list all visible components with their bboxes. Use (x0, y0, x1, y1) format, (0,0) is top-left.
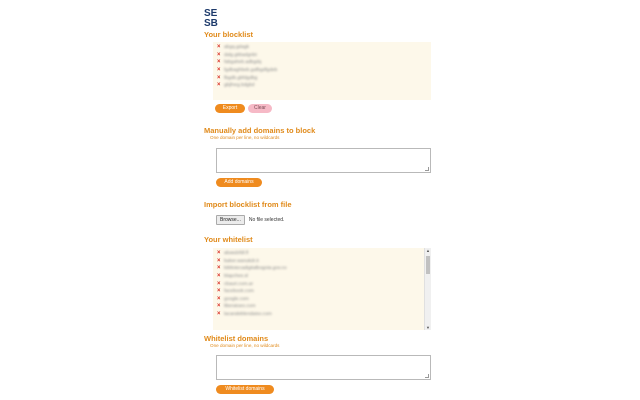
domain-label: abasdzfdl.fl (224, 251, 249, 257)
domain-label: dalg.gkbadgnbt (224, 52, 257, 58)
browse-button[interactable]: Browse... (216, 215, 245, 225)
resize-grip-icon[interactable] (425, 374, 429, 378)
remove-icon[interactable]: × (217, 303, 221, 310)
whitelist-add-hint: One domain per line, no wildcards (210, 343, 280, 348)
domain-label: baker.wanukdr.it (224, 258, 259, 264)
list-item (213, 273, 431, 281)
list-item (213, 303, 431, 311)
file-input[interactable] (216, 215, 284, 225)
whitelist-add-title: Whitelist domains (204, 334, 269, 343)
whitelist-list[interactable] (213, 248, 431, 330)
sesb-logo (204, 7, 224, 27)
list-item (213, 258, 431, 266)
domain-label: fbgdb.gbfdgdbg (224, 75, 258, 81)
domain-label: bibliotecadigitalbogota.gov.co (224, 266, 287, 272)
import-title: Import blocklist from file (204, 200, 292, 209)
list-item (213, 288, 431, 296)
list-item (213, 280, 431, 288)
whitelist-scrollbar[interactable] (424, 248, 431, 330)
clear-button[interactable]: Clear (248, 104, 272, 113)
list-item (213, 52, 431, 60)
add-domains-button[interactable]: Add domains (216, 178, 262, 187)
domain-label: blapches.sl (224, 274, 248, 280)
list-item (213, 265, 431, 273)
list-item (213, 67, 431, 75)
remove-icon[interactable]: × (217, 288, 221, 295)
remove-icon[interactable]: × (217, 273, 221, 280)
remove-icon[interactable]: × (217, 67, 221, 74)
svg-text:SE: SE (204, 8, 218, 19)
remove-icon[interactable]: × (217, 82, 221, 89)
scroll-up-icon[interactable]: ▲ (426, 248, 430, 253)
remove-icon[interactable]: × (217, 295, 221, 302)
domain-label: liberatoeo.com (224, 304, 256, 310)
domain-label: cbauri.com.ar (224, 281, 254, 287)
list-item (213, 59, 431, 67)
remove-icon[interactable]: × (217, 59, 221, 66)
remove-icon[interactable]: × (217, 311, 221, 318)
whitelist-items (213, 250, 431, 318)
domain-label: facebook.com (224, 289, 254, 295)
remove-icon[interactable]: × (217, 265, 221, 272)
list-item (213, 44, 431, 52)
remove-icon[interactable]: × (217, 280, 221, 287)
domain-label: lacaraleblendaiso.com (224, 312, 272, 318)
resize-grip-icon[interactable] (425, 167, 429, 171)
scroll-down-icon[interactable]: ▼ (426, 325, 430, 330)
list-item (213, 296, 431, 304)
remove-icon[interactable]: × (217, 44, 221, 51)
whitelist-domains-button[interactable]: Whitelist domains (216, 385, 274, 394)
remove-icon[interactable]: × (217, 74, 221, 81)
export-button[interactable]: Export (215, 104, 245, 113)
list-item (213, 311, 431, 319)
domain-label: fabgaheb.adbgdq (224, 60, 262, 66)
manual-add-hint: One domain per line, no wildcards (210, 135, 280, 140)
whitelist-title: Your whitelist (204, 235, 253, 244)
list-item (213, 250, 431, 258)
list-item (213, 82, 431, 90)
domain-label: gbjfneg.bdgbd (224, 83, 255, 89)
remove-icon[interactable]: × (217, 51, 221, 58)
manual-domains-textarea[interactable] (216, 148, 431, 173)
svg-text:SB: SB (204, 18, 218, 27)
manual-add-title: Manually add domains to block (204, 126, 316, 135)
list-item (213, 74, 431, 82)
file-status: No file selected. (248, 217, 285, 223)
remove-icon[interactable]: × (217, 257, 221, 264)
domain-label: fgdbaghbeb.gafbgdfgdeb (224, 68, 278, 74)
options-page (204, 0, 432, 400)
domain-label: abgq.gdagk (224, 45, 250, 51)
blocklist-list (213, 42, 431, 100)
whitelist-domains-textarea[interactable] (216, 355, 431, 380)
scroll-thumb[interactable] (426, 256, 430, 274)
domain-label: google.com (224, 296, 249, 302)
remove-icon[interactable]: × (217, 250, 221, 257)
blocklist-title: Your blocklist (204, 30, 254, 39)
